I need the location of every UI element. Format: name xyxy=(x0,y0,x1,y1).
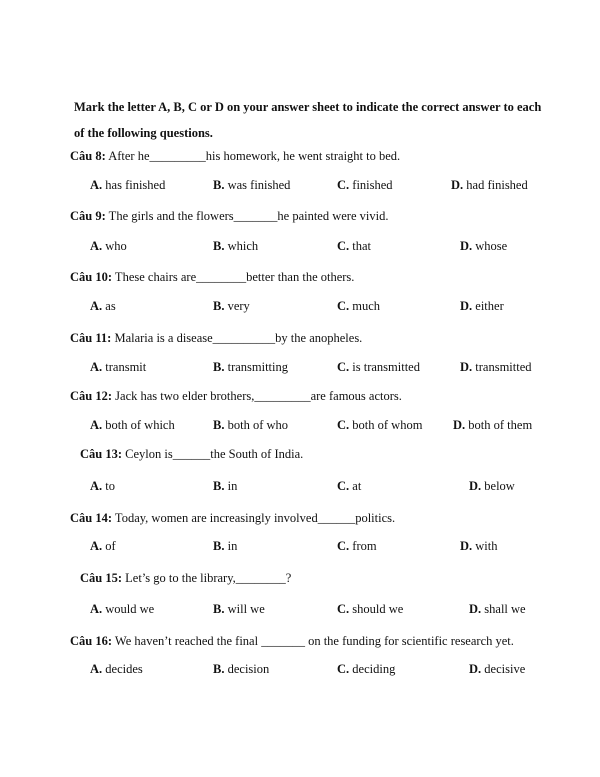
option-a[interactable] xyxy=(90,478,115,494)
option-text: was finished xyxy=(224,178,291,192)
option-text: whose xyxy=(472,239,508,253)
option-letter: B. xyxy=(213,178,225,192)
option-text: both of who xyxy=(224,418,289,432)
option-letter: D. xyxy=(469,602,482,616)
option-letter: D. xyxy=(460,539,473,553)
option-c[interactable] xyxy=(337,359,420,375)
option-letter: A. xyxy=(90,539,103,553)
option-c[interactable] xyxy=(337,601,403,617)
question-label: Câu 9: xyxy=(70,209,106,223)
option-letter: A. xyxy=(90,602,103,616)
question-8 xyxy=(70,148,400,164)
option-b[interactable] xyxy=(213,661,269,677)
option-text: at xyxy=(349,479,362,493)
question-text: The girls and the flowers_______he painted were vivid. xyxy=(105,209,389,223)
question-text: Malaria is a disease__________by the anopheles. xyxy=(111,331,363,345)
question-label: Câu 8: xyxy=(70,149,106,163)
question-9 xyxy=(70,208,388,224)
option-letter: D. xyxy=(460,299,473,313)
option-letter: B. xyxy=(213,239,225,253)
option-letter: A. xyxy=(90,360,103,374)
option-letter: A. xyxy=(90,178,103,192)
option-text: below xyxy=(481,479,515,493)
option-text: from xyxy=(349,539,377,553)
option-text: with xyxy=(472,539,498,553)
option-text: finished xyxy=(349,178,393,192)
option-d[interactable] xyxy=(453,417,532,433)
option-a[interactable] xyxy=(90,298,116,314)
option-text: shall we xyxy=(481,602,526,616)
option-c[interactable] xyxy=(337,478,361,494)
option-letter: C. xyxy=(337,662,350,676)
option-text: very xyxy=(224,299,250,313)
option-c[interactable] xyxy=(337,238,371,254)
option-d[interactable] xyxy=(460,298,504,314)
option-letter: B. xyxy=(213,360,225,374)
question-text: Today, women are increasingly involved______politics. xyxy=(112,511,396,525)
option-text: both of whom xyxy=(349,418,423,432)
option-text: decision xyxy=(224,662,270,676)
option-a[interactable] xyxy=(90,417,175,433)
option-letter: C. xyxy=(337,539,350,553)
option-text: to xyxy=(102,479,116,493)
options-row-16 xyxy=(0,661,600,677)
option-letter: C. xyxy=(337,602,350,616)
option-b[interactable] xyxy=(213,478,237,494)
question-10 xyxy=(70,269,354,285)
option-a[interactable] xyxy=(90,238,127,254)
option-a[interactable] xyxy=(90,177,165,193)
option-a[interactable] xyxy=(90,661,143,677)
option-a[interactable] xyxy=(90,538,116,554)
option-b[interactable] xyxy=(213,298,250,314)
option-text: in xyxy=(224,479,238,493)
question-label: Câu 11: xyxy=(70,331,112,345)
option-text: transmit xyxy=(102,360,147,374)
option-d[interactable] xyxy=(451,177,528,193)
option-letter: C. xyxy=(337,479,350,493)
option-text: had finished xyxy=(463,178,528,192)
question-14 xyxy=(70,510,395,526)
option-letter: B. xyxy=(213,539,225,553)
options-row-8 xyxy=(0,177,600,193)
question-label: Câu 14: xyxy=(70,511,113,525)
option-letter: D. xyxy=(460,239,473,253)
option-b[interactable] xyxy=(213,238,258,254)
option-letter: C. xyxy=(337,178,350,192)
option-letter: D. xyxy=(469,479,482,493)
option-letter: D. xyxy=(460,360,473,374)
option-b[interactable] xyxy=(213,359,288,375)
option-text: has finished xyxy=(102,178,166,192)
question-text: Let’s go to the library,________? xyxy=(122,571,292,585)
question-15 xyxy=(80,570,291,586)
option-d[interactable] xyxy=(460,359,532,375)
option-c[interactable] xyxy=(337,177,393,193)
question-label: Câu 13: xyxy=(80,447,123,461)
option-text: either xyxy=(472,299,504,313)
option-c[interactable] xyxy=(337,417,422,433)
option-letter: C. xyxy=(337,239,350,253)
options-row-15 xyxy=(0,601,600,617)
option-letter: B. xyxy=(213,418,225,432)
option-letter: B. xyxy=(213,662,225,676)
question-13 xyxy=(80,446,303,462)
option-b[interactable] xyxy=(213,601,265,617)
question-text: Ceylon is______the South of India. xyxy=(122,447,304,461)
option-letter: A. xyxy=(90,418,103,432)
option-text: that xyxy=(349,239,372,253)
option-b[interactable] xyxy=(213,417,288,433)
option-d[interactable] xyxy=(469,478,515,494)
option-text: would we xyxy=(102,602,155,616)
option-text: decides xyxy=(102,662,143,676)
options-row-13 xyxy=(0,478,600,494)
option-b[interactable] xyxy=(213,177,290,193)
option-text: transmitting xyxy=(224,360,289,374)
question-12 xyxy=(70,388,402,404)
option-letter: A. xyxy=(90,662,103,676)
options-row-10 xyxy=(0,298,600,314)
option-text: is transmitted xyxy=(349,360,420,374)
option-letter: D. xyxy=(469,662,482,676)
question-label: Câu 15: xyxy=(80,571,123,585)
option-letter: C. xyxy=(337,299,350,313)
question-11 xyxy=(70,330,362,346)
option-c[interactable] xyxy=(337,538,377,554)
question-text: These chairs are________better than the others. xyxy=(112,270,355,284)
option-text: both of them xyxy=(465,418,533,432)
option-text: should we xyxy=(349,602,404,616)
option-text: which xyxy=(224,239,259,253)
option-letter: A. xyxy=(90,299,103,313)
question-label: Câu 10: xyxy=(70,270,113,284)
option-letter: B. xyxy=(213,299,225,313)
option-text: will we xyxy=(224,602,265,616)
option-text: much xyxy=(349,299,381,313)
option-d[interactable] xyxy=(469,661,525,677)
option-letter: D. xyxy=(453,418,466,432)
option-d[interactable] xyxy=(469,601,526,617)
option-letter: A. xyxy=(90,479,103,493)
option-d[interactable] xyxy=(460,238,507,254)
option-a[interactable] xyxy=(90,601,154,617)
question-label: Câu 16: xyxy=(70,634,113,648)
option-text: both of which xyxy=(102,418,175,432)
option-letter: A. xyxy=(90,239,103,253)
option-c[interactable] xyxy=(337,298,380,314)
option-letter: C. xyxy=(337,360,350,374)
question-label: Câu 12: xyxy=(70,389,113,403)
options-row-11 xyxy=(0,359,600,375)
option-d[interactable] xyxy=(460,538,498,554)
option-letter: B. xyxy=(213,602,225,616)
option-letter: D. xyxy=(451,178,464,192)
option-text: of xyxy=(102,539,116,553)
options-row-14 xyxy=(0,538,600,554)
question-text: After he_________his homework, he went straight to bed. xyxy=(105,149,401,163)
option-letter: B. xyxy=(213,479,225,493)
option-text: who xyxy=(102,239,127,253)
instruction-text: Mark the letter A, B, C or D on your answer sheet to indicate the correct answer to each of the following questions. xyxy=(74,100,542,140)
option-c[interactable] xyxy=(337,661,395,677)
option-b[interactable] xyxy=(213,538,237,554)
question-16 xyxy=(70,633,514,649)
option-text: as xyxy=(102,299,116,313)
options-row-9 xyxy=(0,238,600,254)
question-text: Jack has two elder brothers,_________are famous actors. xyxy=(112,389,402,403)
options-row-12 xyxy=(0,417,600,433)
option-text: in xyxy=(224,539,238,553)
option-letter: C. xyxy=(337,418,350,432)
option-text: decisive xyxy=(481,662,526,676)
option-text: transmitted xyxy=(472,360,532,374)
question-text: We haven’t reached the final _______ on the funding for scientific research yet. xyxy=(112,634,514,648)
option-text: deciding xyxy=(349,662,396,676)
option-a[interactable] xyxy=(90,359,146,375)
